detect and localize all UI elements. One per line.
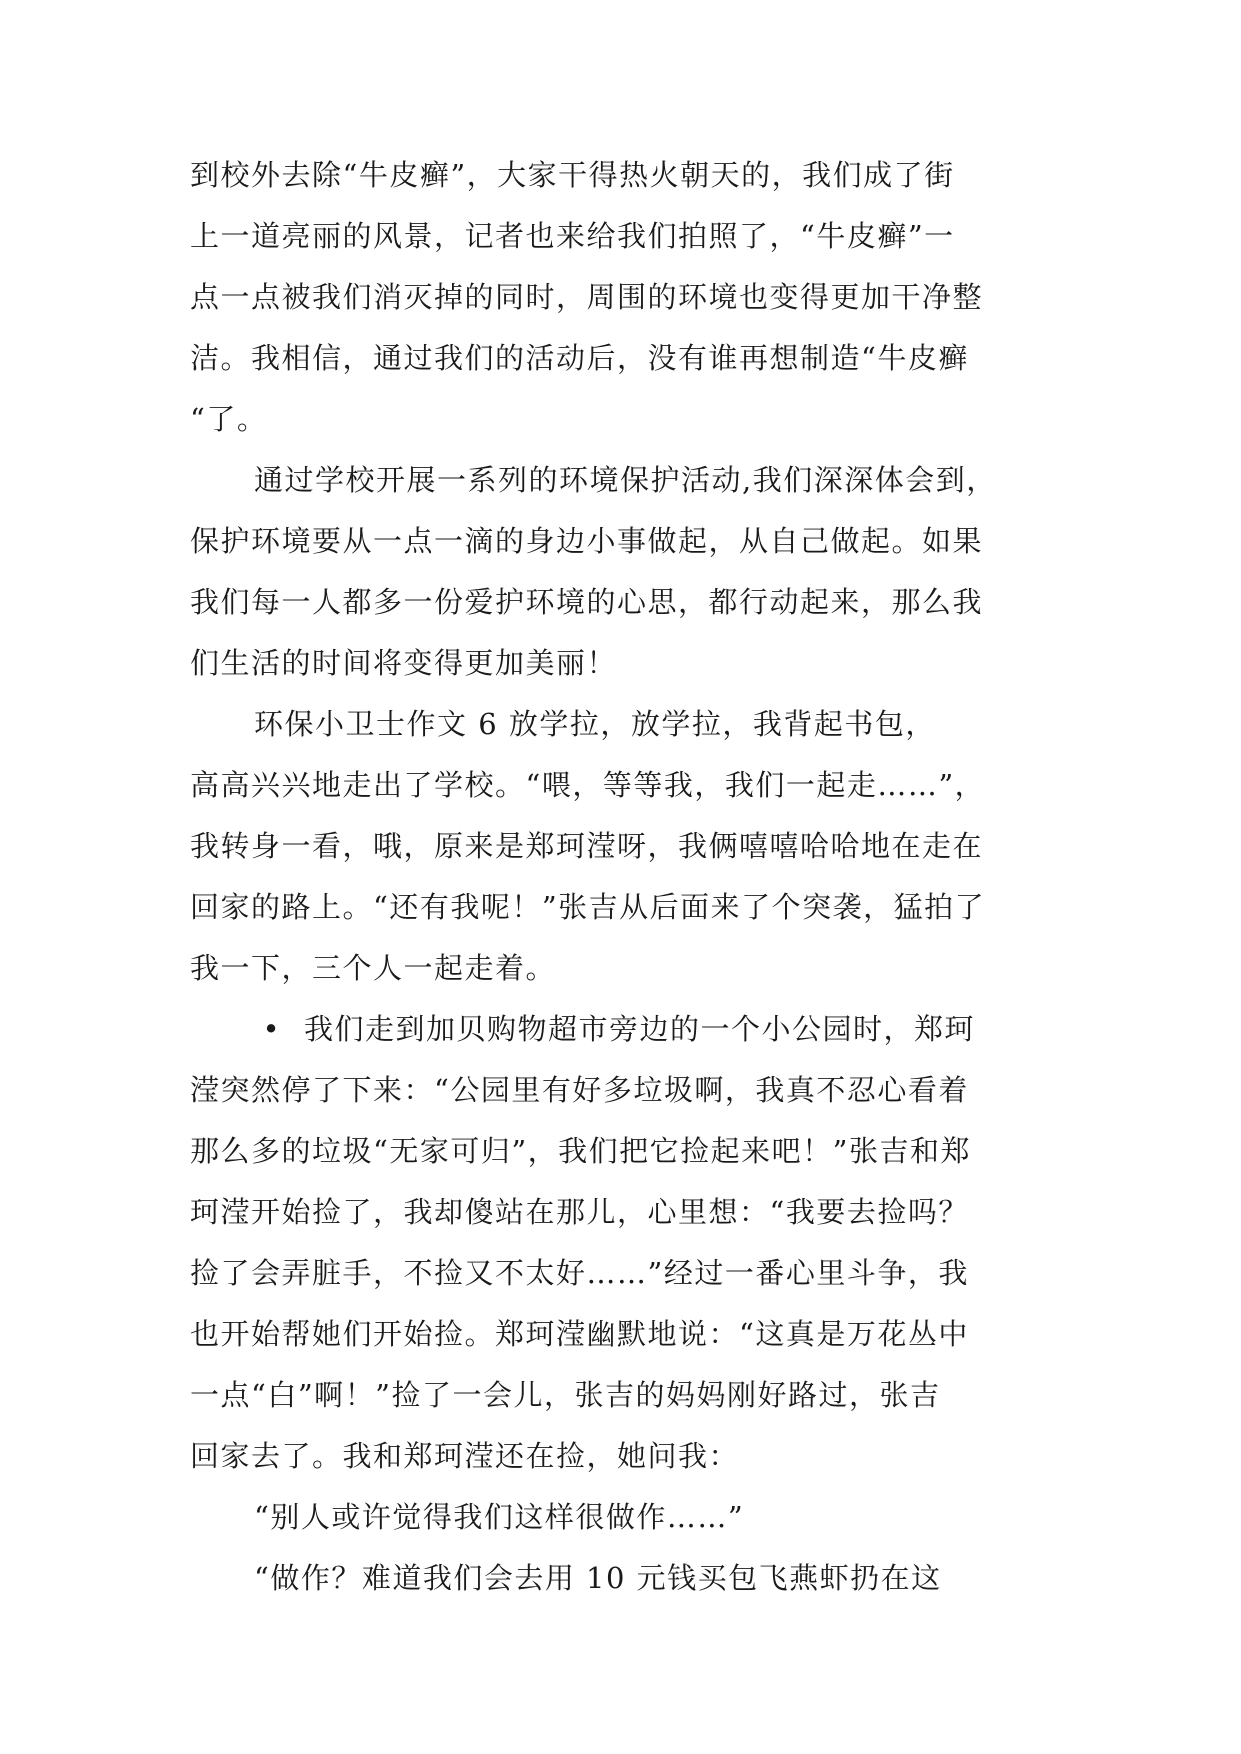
text-line: 我们每一人都多一份爱护环境的心思，都行动起来，那么我 <box>190 585 984 619</box>
text-line: “了。 <box>190 402 268 436</box>
dialogue-line: “别人或许觉得我们这样很做作……” <box>254 1500 745 1534</box>
text-line: 回家去了。我和郑珂滢还在捡，她问我： <box>190 1439 740 1473</box>
text-line: 一点“白”啊！”捡了一会儿，张吉的妈妈刚好路过，张吉 <box>190 1378 941 1412</box>
text-line: 高高兴兴地走出了学校。“喂，等等我，我们一起走……”， <box>190 768 986 802</box>
text-line: 保护环境要从一点一滴的身边小事做起，从自己做起。如果 <box>190 524 984 558</box>
text-line: 那么多的垃圾“无家可归”，我们把它捡起来吧！”张吉和郑 <box>190 1134 971 1168</box>
dialogue-line: “做作？难道我们会去用 10 元钱买包飞燕虾扔在这 <box>254 1561 942 1595</box>
text-line: 到校外去除“牛皮癣”，大家干得热火朝天的，我们成了街 <box>190 158 955 192</box>
section-heading-line: 环保小卫士作文 6 放学拉，放学拉，我背起书包， <box>254 707 936 741</box>
text-line: 点一点被我们消灭掉的同时，周围的环境也变得更加干净整 <box>190 280 984 314</box>
text-line: 滢突然停了下来：“公园里有好多垃圾啊，我真不忍心看着 <box>190 1073 969 1107</box>
text-line: 珂滢开始捡了，我却傻站在那儿，心里想：“我要去捡吗？ <box>190 1195 969 1229</box>
bullet-paragraph-first-line: 我们走到加贝购物超市旁边的一个小公园时，郑珂 <box>304 1012 976 1046</box>
text-line: 也开始帮她们开始捡。郑珂滢幽默地说：“这真是万花丛中 <box>190 1317 969 1351</box>
paragraph-first-line: 通过学校开展一系列的环境保护活动,我们深深体会到， <box>254 463 997 497</box>
text-line: 回家的路上。“还有我呢！”张吉从后面来了个突袭，猛拍了 <box>190 890 986 924</box>
bullet-marker: • <box>262 1012 280 1046</box>
text-line: 我转身一看，哦，原来是郑珂滢呀，我俩嘻嘻哈哈地在走在 <box>190 829 984 863</box>
text-line: 们生活的时间将变得更加美丽！ <box>190 646 618 680</box>
text-line: 我一下，三个人一起走着。 <box>190 951 557 985</box>
text-line: 上一道亮丽的风景，记者也来给我们拍照了，“牛皮癣”一 <box>190 219 955 253</box>
text-line: 捡了会弄脏手，不捡又不太好……”经过一番心里斗争，我 <box>190 1256 969 1290</box>
text-line: 洁。我相信，通过我们的活动后，没有谁再想制造“牛皮癣 <box>190 341 969 375</box>
